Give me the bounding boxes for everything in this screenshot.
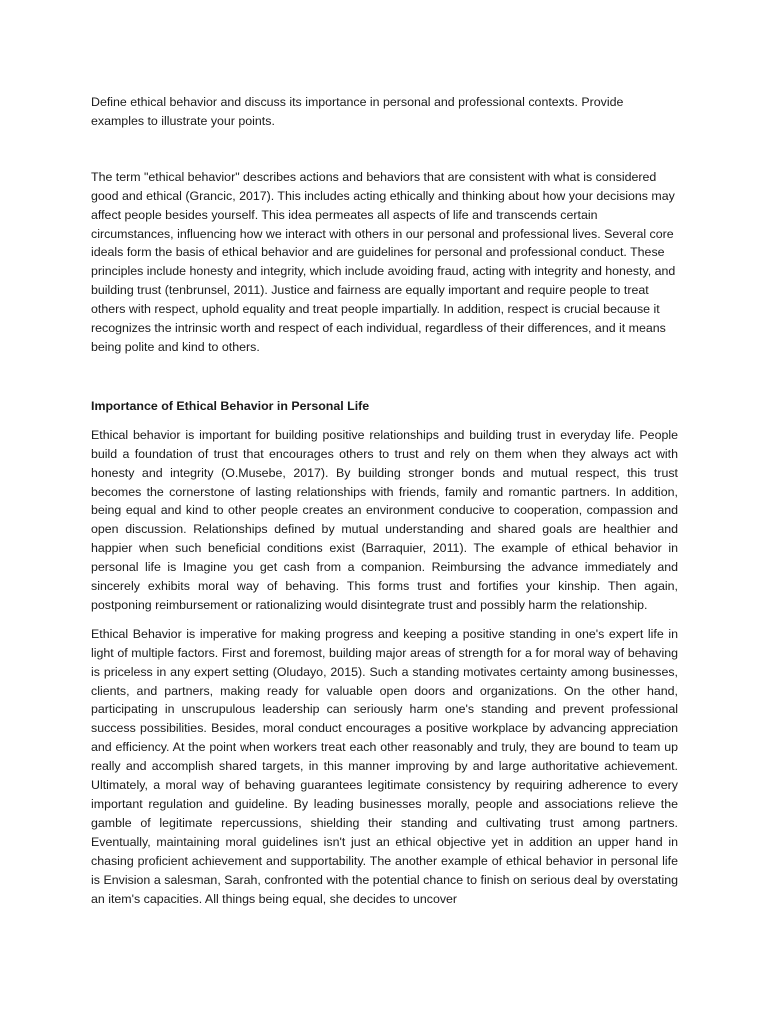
personal-life-paragraph: Ethical behavior is important for building positive relationships and building trust in everyday life. People build a foundation of trust that encourages others to trust and rely on them when they always act with honesty and integrity (O.Musebe, 2017). By building stronger bonds and mutual respect, this trust becomes the cornerstone of lasting relationships with friends, family and romantic partners. In addition, being equal and kind to other people creates an environment conducive to cooperation, compassion and open discussion. Relationships defined by mutual understanding and shared goals are healthier and happier when such beneficial conditions exist (Barraquier, 2011). The example of ethical behavior in personal life is Imagine you get cash from a companion. Reimbursing the advance immediately and sincerely exhibits moral way of behaving. This forms trust and fortifies your kinship. Then again, postponing reimbursement or rationalizing would disintegrate trust and possibly harm the relationship.: [91, 427, 678, 612]
document-body: [91, 93, 678, 908]
professional-life-paragraph: Ethical Behavior is imperative for making progress and keeping a positive standing in one's expert life in light of multiple factors. First and foremost, building major areas of strength for a for moral way of behaving is priceless in any expert setting (Oludayo, 2015). Such a standing motivates certainty among businesses, clients, and partners, making ready for valuable open doors and organizations. On the other hand, participating in unscrupulous leadership can seriously harm one's standing and prevent professional success possibilities. Besides, moral conduct encourages a positive workplace by advancing appreciation and efficiency. At the point when workers treat each other reasonably and truly, they are bound to team up really and accomplish shared targets, in this manner improving by and large authoritative achievement. Ultimately, a moral way of behaving guarantees legitimate consistency by requiring adherence to every important regulation and guideline. By leading businesses morally, people and associations relieve the gamble of legitimate repercussions, shielding their standing and cultivating trust among partners. Eventually, maintaining moral guidelines isn't just an ethical objective yet in addition an upper hand in chasing proficient achievement and supportability. The another example of ethical behavior in personal life is Envision a salesman, Sarah, confronted with the potential chance to finish on serious deal by overstating an item's capacities. All things being equal, she decides to uncover: [91, 626, 678, 906]
intro-paragraph: The term "ethical behavior" describes actions and behaviors that are consistent with what is considered good and ethical (Grancic, 2017). This includes acting ethically and thinking about how your decisions may affect people besides yourself. This idea permeates all aspects of life and transcends certain circumstances, influencing how we interact with others in our personal and professional lives. Several core ideals form the basis of ethical behavior and are guidelines for personal and professional conduct. These principles include honesty and integrity, which include avoiding fraud, acting with integrity and honesty, and building trust (tenbrunsel, 2011). Justice and fairness are equally important and require people to treat others with respect, uphold equality and treat people impartially. In addition, respect is crucial because it recognizes the intrinsic worth and respect of each individual, regardless of their differences, and it means being polite and kind to others.: [91, 169, 676, 354]
section-heading: Importance of Ethical Behavior in Personal Life: [91, 398, 370, 413]
assignment-prompt: Define ethical behavior and discuss its importance in personal and professional contexts. Provide examples to illustrate your points.: [91, 95, 624, 128]
